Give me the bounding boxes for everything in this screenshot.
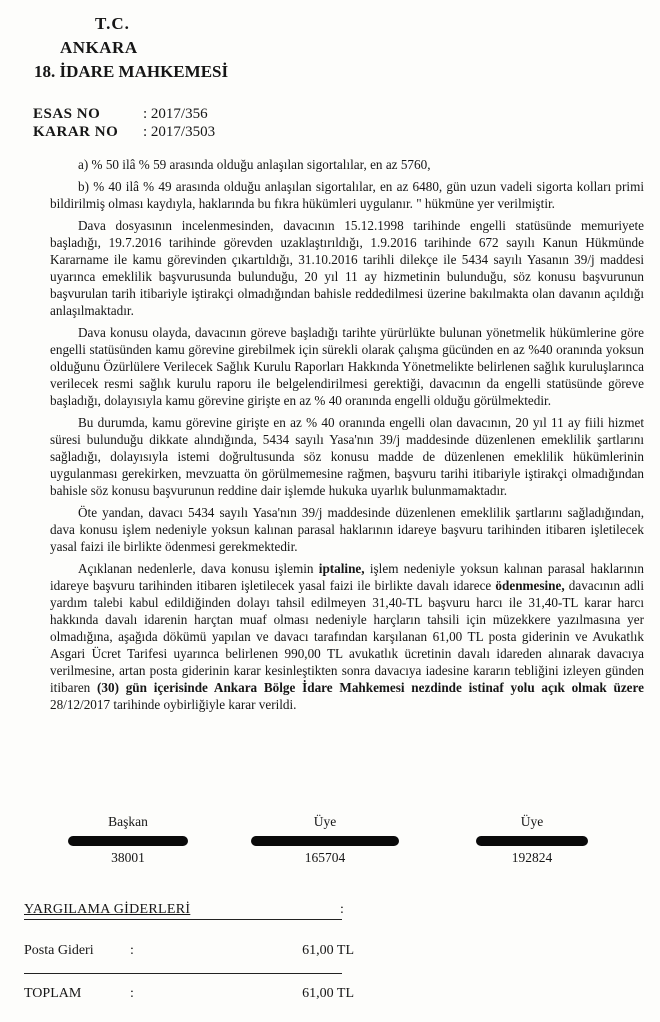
costs-top-rule [24, 919, 342, 920]
posta-colon: : [130, 943, 134, 958]
redacted-name [476, 836, 588, 846]
ruling-text-3: davacının adli yardım talebi kabul edildiğinden dolayı tahsil edilmeyen 31,40-TL başvuru harcı ile 31,40-TL karar harcı hakkında davalı idarenin harçtan muaf olması nedeniyle harçların tahsili için müzekkere yazılmasına yer olmadığına, aşağıda dökümü yapılan ve davacı tarafından karşılanan 61,00 TL posta giderinin ve Avukatlık Asgari Ücret Tarifesi uyarınca belirlenen 990,00 TL avukatlık ücretinin davalı idareden alınarak davacıya verilmesine, artan posta giderinin karar kesinleştikten sonra davacıya iadesine kararın tebliğini izleyen günden itibaren [50, 578, 644, 695]
esas-no-value: : 2017/356 [143, 106, 208, 122]
karar-no-row [33, 124, 215, 141]
redacted-name [251, 836, 399, 846]
total-colon: : [130, 986, 134, 1001]
karar-no-label: KARAR NO [33, 124, 119, 140]
posta-amount: 61,00 TL [302, 943, 354, 958]
signature-number: 38001 [111, 850, 145, 865]
ruling-odenme: ödenmesine, [495, 578, 565, 593]
ruling-istinaf: (30) gün içerisinde Ankara Bölge İdare Mahkemesi nezdinde istinaf yolu açık olmak üzere [97, 680, 644, 695]
redacted-name [68, 836, 188, 846]
costs-row-posta [24, 943, 354, 963]
costs-title-colon: : [340, 902, 344, 917]
signature-baskan [58, 814, 198, 866]
court-city: ANKARA [60, 38, 138, 57]
karar-no-value: : 2017/3503 [143, 124, 216, 140]
signature-uye-1 [255, 814, 395, 866]
costs-row-total [24, 986, 354, 1006]
signature-title: Başkan [108, 814, 148, 829]
paragraph-analysis: Dava konusu olayda, davacının göreve başladığı tarihte yürürlükte bulunan yönetmelik hükümlerine göre engelli statüsünden kamu görevine girebilmek için sürekli olarak çalışma gücünden en az %40 oranında yoksun olduğunu Özürlülere Verilecek Sağlık Kurulu Raporları Hakkında Yönetmelikte belirlenen sağlık kuruluşlarınca verilecek resmi sağlık kurulu raporu ile belgelendirilmesi gerektiği, davacının da engelli statüsünde göreve başladığı, dolayısıyla kamu görevine girişte en az % 40 oranında engelli olduğu görülmektedir. [50, 325, 644, 408]
paragraph-b: b) % 40 ilâ % 49 arasında olduğu anlaşılan sigortalılar, en az 6480, gün uzun vadeli sigorta kolları primi bildirilmiş olması kaydıyla, haklarında bu fıkra hükümleri uygulanır. " hükmüne yer verilmiştir. [50, 179, 644, 211]
signature-number: 165704 [304, 850, 346, 865]
signature-title: Üye [520, 814, 544, 829]
posta-label: Posta Gideri [24, 943, 94, 958]
signature-uye-2 [462, 814, 602, 866]
signature-title: Üye [313, 814, 337, 829]
paragraph-a: a) % 50 ilâ % 59 arasında olduğu anlaşılan sigortalılar, en az 5760, [78, 157, 431, 172]
esas-no-label: ESAS NO [33, 106, 101, 122]
paragraph-ruling [50, 560, 644, 713]
costs-title: YARGILAMA GİDERLERİ [24, 902, 191, 917]
ruling-text-4: 28/12/2017 tarihinde oybirliğiyle karar verildi. [50, 697, 297, 712]
ruling-iptal: iptaline, [318, 561, 365, 576]
total-label: TOPLAM [24, 986, 82, 1001]
paragraph-conclusion: Bu durumda, kamu görevine girişte en az % 40 oranında engelli olan davacının, 20 yıl 11 ay fiili hizmet süresi bulunduğu dikkate alındığında, 5434 sayılı Yasa'nın 39/j maddesinde düzenlenen emeklilik şartlarını sağladığı, dolayısıyla istemi doğrultusunda söz konusu madde de düzenlenen emeklilik hükümlerinin uygulanması gerekirken, mevzuatta ön görülmemesine rağmen, başvuru tarihi itibariyle iştirakçi olmadığından bahisle söz konusu başvurunun reddine dair işlemde hukuka uyarlık bulunmamaktadır. [50, 415, 644, 498]
costs-total-rule [24, 973, 342, 974]
total-amount: 61,00 TL [302, 986, 354, 1001]
decision-body [50, 156, 644, 718]
court-name: 18. İDARE MAHKEMESİ [34, 62, 229, 81]
paragraph-rights: Öte yandan, davacı 5434 sayılı Yasa'nın 39/j maddesinde düzenlenen emeklilik şartlarını sağladığından, dava konusu işlem nedeniyle yoksun kalınan parasal haklarının idareye başvuru tarihinden itibaren işletilecek yasal faizi ile birlikte ödenmesi gerekmektedir. [50, 505, 644, 554]
ruling-text-2: işlem nedeniyle yoksun kalınan parasal haklarının idareye başvuru tarihinden itibaren işletilecek yasal faizi ile birlikte davalı idarece [50, 561, 644, 593]
paragraph-facts: Dava dosyasının incelenmesinden, davacının 15.12.1998 tarihinde engelli statüsünde memuriyete başladığı, 19.7.2016 tarihinde görevden uzaklaştırıldığı, 1.9.2016 tarihinde 672 sayılı Kanun Hükmünde Kararname ile kamu görevinden çıkartıldığı, 31.10.2016 tarihli dilekçe ile 5434 sayılı Yasanın 39/j maddesi uyarınca emeklilik başvurusunda bulunduğu, 20 yıl 11 ay hizmetinin bulunduğu, söz konusu başvurunun başvurulan tarih itibariyle iştirakçi olmadığından bahisle reddedilmesi üzerine bakılmakta olan davanın açıldığı anlaşılmaktadır. [50, 218, 644, 318]
signature-number: 192824 [511, 850, 553, 865]
ruling-text-1: Açıklanan nedenlerle, dava konusu işlemin [78, 561, 319, 576]
esas-no-row [33, 106, 208, 123]
court-country: T.C. [95, 14, 130, 33]
